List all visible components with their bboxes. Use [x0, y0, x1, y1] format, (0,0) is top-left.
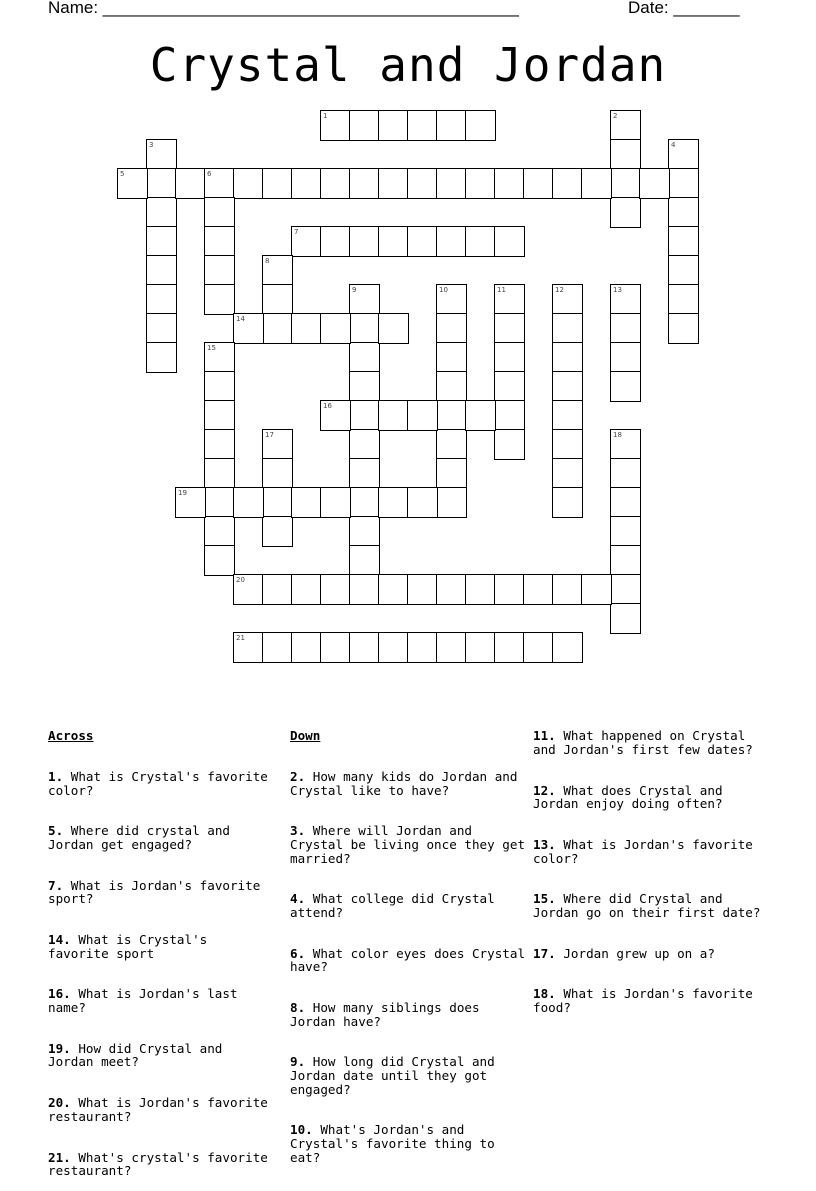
- grid-cell[interactable]: [204, 197, 235, 228]
- grid-cell[interactable]: [349, 284, 380, 315]
- grid-cell[interactable]: [407, 400, 438, 431]
- grid-cell[interactable]: [320, 400, 351, 431]
- grid-cell[interactable]: [320, 487, 351, 518]
- grid-cell[interactable]: [378, 400, 409, 431]
- grid-cell[interactable]: [610, 458, 641, 489]
- grid-cell[interactable]: [204, 284, 235, 315]
- grid-cell[interactable]: [204, 545, 235, 576]
- grid-cell[interactable]: [378, 110, 409, 141]
- grid-cell[interactable]: [465, 226, 496, 257]
- grid-cell[interactable]: [204, 516, 235, 547]
- grid-cell[interactable]: [407, 226, 438, 257]
- grid-cell[interactable]: [407, 110, 438, 141]
- grid-cell[interactable]: [291, 487, 322, 518]
- grid-cell[interactable]: [436, 632, 467, 663]
- grid-cell[interactable]: [552, 400, 583, 431]
- clue-across-21: 21. What's crystal's favorite restaurant?: [48, 1149, 276, 1179]
- clue-number: 11: [497, 286, 506, 294]
- grid-cell[interactable]: [610, 603, 641, 634]
- grid-cell[interactable]: [204, 429, 235, 460]
- grid-cell[interactable]: [378, 168, 409, 199]
- clue-number: 19: [178, 489, 187, 497]
- grid-cell[interactable]: [668, 284, 699, 315]
- grid-cell[interactable]: [552, 429, 583, 460]
- grid-cell[interactable]: [407, 168, 438, 199]
- grid-cell[interactable]: [465, 168, 496, 199]
- grid-cell[interactable]: [378, 487, 409, 518]
- grid-cell[interactable]: [610, 168, 641, 199]
- clue-down-3: 3. Where will Jordan and Crystal be living once they get married?: [290, 823, 533, 866]
- clue-number: 15: [207, 344, 216, 352]
- grid-cell[interactable]: [204, 226, 235, 257]
- grid-cell[interactable]: [436, 371, 467, 402]
- grid-cell[interactable]: [233, 313, 264, 344]
- grid-cell[interactable]: [349, 110, 380, 141]
- grid-cell[interactable]: [494, 371, 525, 402]
- grid-cell[interactable]: [204, 255, 235, 286]
- grid-cell[interactable]: [262, 458, 293, 489]
- clue-number: 7: [294, 228, 299, 236]
- clue-number: 5: [120, 170, 125, 178]
- grid-cell[interactable]: [494, 168, 525, 199]
- clue-number: 1: [323, 112, 328, 120]
- grid-cell[interactable]: [610, 429, 641, 460]
- grid-cell[interactable]: [581, 168, 612, 199]
- clue-across-16: 16. What is Jordan's last name?: [48, 986, 246, 1016]
- grid-cell[interactable]: [349, 516, 380, 547]
- grid-cell[interactable]: [610, 371, 641, 402]
- grid-cell[interactable]: [291, 574, 322, 605]
- grid-cell[interactable]: [349, 168, 380, 199]
- clue-number: 14: [236, 315, 245, 323]
- grid-cell[interactable]: [407, 487, 438, 518]
- grid-cell[interactable]: [494, 226, 525, 257]
- grid-cell[interactable]: [320, 313, 351, 344]
- grid-cell[interactable]: [610, 139, 641, 170]
- grid-cell[interactable]: [436, 458, 467, 489]
- grid-cell[interactable]: [146, 284, 177, 315]
- grid-cell[interactable]: [262, 574, 293, 605]
- grid-cell[interactable]: [291, 313, 322, 344]
- grid-cell[interactable]: [639, 168, 670, 199]
- grid-cell[interactable]: [146, 139, 177, 170]
- grid-cell[interactable]: [233, 632, 264, 663]
- clue-down-11: 11. What happened on Crystal and Jordan's first few dates?: [533, 728, 753, 757]
- grid-cell[interactable]: [320, 110, 351, 141]
- grid-cell[interactable]: [494, 284, 525, 315]
- grid-cell[interactable]: [552, 284, 583, 315]
- clue-number: 3: [149, 141, 154, 149]
- grid-cell[interactable]: [610, 284, 641, 315]
- clue-down-9: 9. How long did Crystal and Jordan date until they got engaged?: [290, 1054, 503, 1097]
- grid-cell[interactable]: [610, 574, 641, 605]
- grid-cell[interactable]: [378, 226, 409, 257]
- grid-cell[interactable]: [668, 168, 699, 199]
- grid-cell[interactable]: [552, 168, 583, 199]
- grid-cell[interactable]: [349, 632, 380, 663]
- grid-cell[interactable]: [349, 487, 380, 518]
- grid-cell[interactable]: [146, 197, 177, 228]
- grid-cell[interactable]: [204, 458, 235, 489]
- grid-cell[interactable]: [407, 574, 438, 605]
- grid-cell[interactable]: [204, 371, 235, 402]
- grid-cell[interactable]: [668, 255, 699, 286]
- grid-cell[interactable]: [349, 371, 380, 402]
- clue-down-8: 8. How many siblings does Jordan have?: [290, 1000, 488, 1029]
- grid-cell[interactable]: [262, 487, 293, 518]
- grid-cell[interactable]: [233, 168, 264, 199]
- clues-column-1: [48, 702, 274, 1191]
- grid-cell[interactable]: [349, 400, 380, 431]
- clue-number: 6: [207, 170, 212, 178]
- grid-cell[interactable]: [204, 487, 235, 518]
- grid-cell[interactable]: [494, 342, 525, 373]
- grid-cell[interactable]: [262, 313, 293, 344]
- name-field[interactable]: Name: ____________________________________________: [48, 0, 519, 17]
- grid-cell[interactable]: [610, 110, 641, 141]
- grid-cell[interactable]: [436, 487, 467, 518]
- grid-cell[interactable]: [436, 574, 467, 605]
- clue-number: 13: [613, 286, 622, 294]
- grid-cell[interactable]: [436, 400, 467, 431]
- grid-cell[interactable]: [465, 110, 496, 141]
- grid-cell[interactable]: [117, 168, 148, 199]
- clues-column-2: [290, 702, 533, 1178]
- clue-number: 2: [613, 112, 618, 120]
- clue-down-18: 18. What is Jordan's favorite food?: [533, 986, 761, 1016]
- clue-number: 4: [671, 141, 676, 149]
- grid-cell[interactable]: [610, 516, 641, 547]
- clue-down-13: 13. What is Jordan's favorite color?: [533, 836, 761, 866]
- clue-down-2: 2. How many kids do Jordan and Crystal like to have?: [290, 768, 526, 798]
- grid-cell[interactable]: [494, 632, 525, 663]
- clue-number: 12: [555, 286, 564, 294]
- grid-cell[interactable]: [378, 574, 409, 605]
- grid-cell[interactable]: [494, 400, 525, 431]
- clue-down-6: 6. What color eyes does Crystal have?: [290, 945, 533, 975]
- grid-cell[interactable]: [349, 545, 380, 576]
- grid-cell[interactable]: [436, 429, 467, 460]
- grid-cell[interactable]: [436, 313, 467, 344]
- grid-cell[interactable]: [233, 487, 264, 518]
- grid-cell[interactable]: [204, 168, 235, 199]
- clue-number: 16: [323, 402, 332, 410]
- grid-cell[interactable]: [610, 545, 641, 576]
- grid-cell[interactable]: [465, 632, 496, 663]
- grid-cell[interactable]: [349, 226, 380, 257]
- grid-cell[interactable]: [436, 284, 467, 315]
- grid-cell[interactable]: [552, 487, 583, 518]
- down-heading: Down: [290, 728, 321, 744]
- grid-cell[interactable]: [668, 226, 699, 257]
- grid-cell[interactable]: [436, 168, 467, 199]
- grid-cell[interactable]: [175, 168, 206, 199]
- grid-cell[interactable]: [465, 574, 496, 605]
- grid-cell[interactable]: [262, 168, 293, 199]
- clue-across-20: 20. What is Jordan's favorite restaurant?: [48, 1095, 276, 1124]
- grid-cell[interactable]: [436, 342, 467, 373]
- clue-number: 18: [613, 431, 622, 439]
- grid-cell[interactable]: [320, 632, 351, 663]
- grid-cell[interactable]: [146, 255, 177, 286]
- grid-cell[interactable]: [262, 632, 293, 663]
- grid-cell[interactable]: [552, 313, 583, 344]
- grid-cell[interactable]: [146, 313, 177, 344]
- clue-down-4: 4. What college did Crystal attend?: [290, 891, 503, 920]
- clue-across-14: 14. What is Crystal's favorite sport: [48, 932, 215, 961]
- grid-cell[interactable]: [262, 516, 293, 547]
- grid-cell[interactable]: [291, 168, 322, 199]
- clue-across-19: 19. How did Crystal and Jordan meet?: [48, 1040, 230, 1070]
- grid-cell[interactable]: [465, 400, 496, 431]
- clue-across-7: 7. What is Jordan's favorite sport?: [48, 877, 268, 907]
- grid-cell[interactable]: [581, 574, 612, 605]
- clue-number: 17: [265, 431, 274, 439]
- clue-across-1: 1. What is Crystal's favorite color?: [48, 768, 276, 798]
- clue-number: 21: [236, 634, 245, 642]
- grid-cell[interactable]: [668, 313, 699, 344]
- grid-cell[interactable]: [523, 574, 554, 605]
- grid-cell[interactable]: [175, 487, 206, 518]
- grid-cell[interactable]: [204, 400, 235, 431]
- grid-cell[interactable]: [146, 342, 177, 373]
- grid-cell[interactable]: [320, 168, 351, 199]
- grid-cell[interactable]: [494, 574, 525, 605]
- grid-cell[interactable]: [436, 110, 467, 141]
- clue-down-17: 17. Jordan grew up on a?: [533, 945, 715, 961]
- grid-cell[interactable]: [610, 487, 641, 518]
- grid-cell[interactable]: [262, 429, 293, 460]
- grid-cell[interactable]: [146, 226, 177, 257]
- grid-cell[interactable]: [146, 168, 177, 199]
- grid-cell[interactable]: [378, 313, 409, 344]
- grid-cell[interactable]: [494, 429, 525, 460]
- clue-down-15: 15. Where did Crystal and Jordan go on their first date?: [533, 891, 761, 920]
- page-title: Crystal and Jordan: [149, 38, 667, 92]
- clues-column-3: [533, 702, 763, 1028]
- clue-number: 20: [236, 576, 245, 584]
- clue-across-5: 5. Where did crystal and Jordan get engaged?: [48, 823, 238, 852]
- grid-cell[interactable]: [262, 255, 293, 286]
- clue-number: 9: [352, 286, 357, 294]
- grid-cell[interactable]: [291, 226, 322, 257]
- clue-down-10: 10. What's Jordan's and Crystal's favorite thing to eat?: [290, 1122, 503, 1165]
- date-field[interactable]: Date: _______: [628, 0, 740, 17]
- grid-cell[interactable]: [610, 313, 641, 344]
- grid-cell[interactable]: [436, 226, 467, 257]
- grid-cell[interactable]: [407, 632, 438, 663]
- grid-cell[interactable]: [349, 429, 380, 460]
- grid-cell[interactable]: [494, 313, 525, 344]
- grid-cell[interactable]: [668, 139, 699, 170]
- grid-cell[interactable]: [262, 284, 293, 315]
- grid-cell[interactable]: [610, 197, 641, 228]
- grid-cell[interactable]: [523, 168, 554, 199]
- across-heading: Across: [48, 728, 94, 744]
- grid-cell[interactable]: [204, 342, 235, 373]
- grid-cell[interactable]: [552, 574, 583, 605]
- clue-number: 8: [265, 257, 270, 265]
- grid-cell[interactable]: [320, 226, 351, 257]
- grid-cell[interactable]: [349, 458, 380, 489]
- clue-down-12: 12. What does Crystal and Jordan enjoy doing often?: [533, 782, 731, 812]
- clue-number: 10: [439, 286, 448, 294]
- grid-cell[interactable]: [668, 197, 699, 228]
- grid-cell[interactable]: [349, 342, 380, 373]
- grid-cell[interactable]: [349, 574, 380, 605]
- grid-cell[interactable]: [552, 371, 583, 402]
- grid-cell[interactable]: [233, 574, 264, 605]
- grid-cell[interactable]: [610, 342, 641, 373]
- grid-cell[interactable]: [552, 342, 583, 373]
- grid-cell[interactable]: [378, 632, 409, 663]
- grid-cell[interactable]: [523, 632, 554, 663]
- grid-cell[interactable]: [552, 632, 583, 663]
- grid-cell[interactable]: [552, 458, 583, 489]
- grid-cell[interactable]: [320, 574, 351, 605]
- grid-cell[interactable]: [291, 632, 322, 663]
- grid-cell[interactable]: [349, 313, 380, 344]
